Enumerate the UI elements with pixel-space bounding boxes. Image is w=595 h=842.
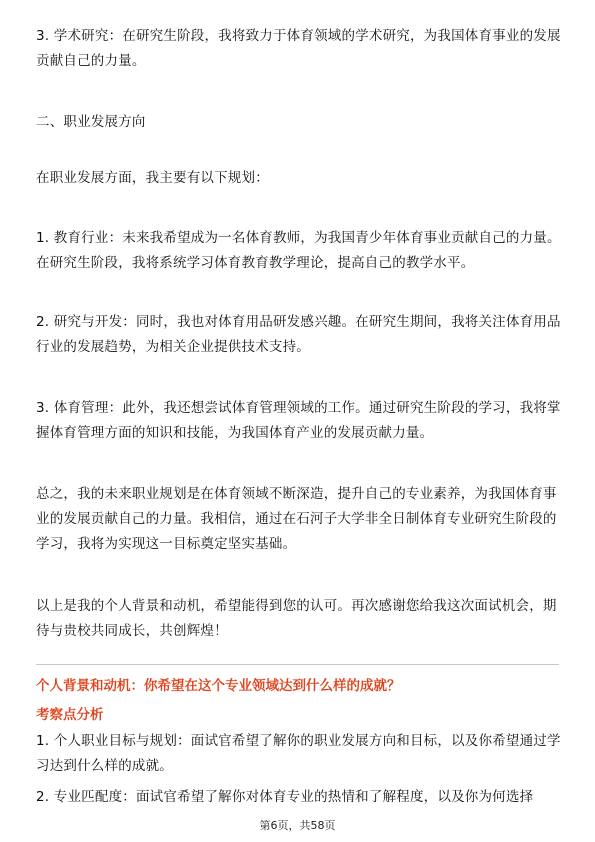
question-title: 个人背景和动机：你希望在这个专业领域达到什么样的成就？ bbox=[36, 678, 401, 694]
page-number: 第6页，共58页 bbox=[259, 819, 336, 832]
paragraph-academic-research: 3. 学术研究：在研究生阶段，我将致力于体育领域的学术研究，为我国体育事业的发展贡献自己的力量。 bbox=[36, 28, 561, 69]
paragraph-education-plan: 1. 教育行业：未来我希望成为一名体育教师，为我国青少年体育事业贡献自己的力量。在研究生阶段，我将系统学习体育教育教学理论，提高自己的教学水平。 bbox=[36, 230, 561, 271]
paragraph-summary: 总之，我的未来职业规划是在体育领域不断深造，提升自己的专业素养，为我国体育事业的发展贡献自己的力量。我相信，通过在石河子大学非全日制体育专业研究生阶段的学习，我将为实现这一目标奠定坚实基础。 bbox=[36, 486, 557, 552]
paragraph-career-intro: 在职业发展方面，我主要有以下规划： bbox=[36, 170, 269, 186]
paragraph-sports-management: 3. 体育管理：此外，我还想尝试体育管理领域的工作。通过研究生阶段的学习，我将掌握体育管理方面的知识和技能，为我国体育产业的发展贡献力量。 bbox=[36, 400, 561, 441]
section-heading-career: 二、职业发展方向 bbox=[36, 114, 146, 130]
paragraph-research-development: 2. 研究与开发：同时，我也对体育用品研发感兴趣。在研究生期间，我将关注体育用品行业的发展趋势，为相关企业提供技术支持。 bbox=[36, 314, 561, 355]
analysis-heading: 考察点分析 bbox=[36, 707, 104, 723]
analysis-point-goals: 1. 个人职业目标与规划：面试官希望了解你的职业发展方向和目标，以及你希望通过学习达到什么样的成就。 bbox=[36, 733, 561, 774]
paragraph-closing: 以上是我的个人背景和动机，希望能得到您的认可。再次感谢您给我这次面试机会，期待与贵校共同成长，共创辉煌！ bbox=[36, 598, 557, 639]
analysis-point-match: 2. 专业匹配度：面试官希望了解你对体育专业的热情和了解程度，以及你为何选择 bbox=[36, 789, 534, 805]
section-divider bbox=[36, 664, 559, 665]
